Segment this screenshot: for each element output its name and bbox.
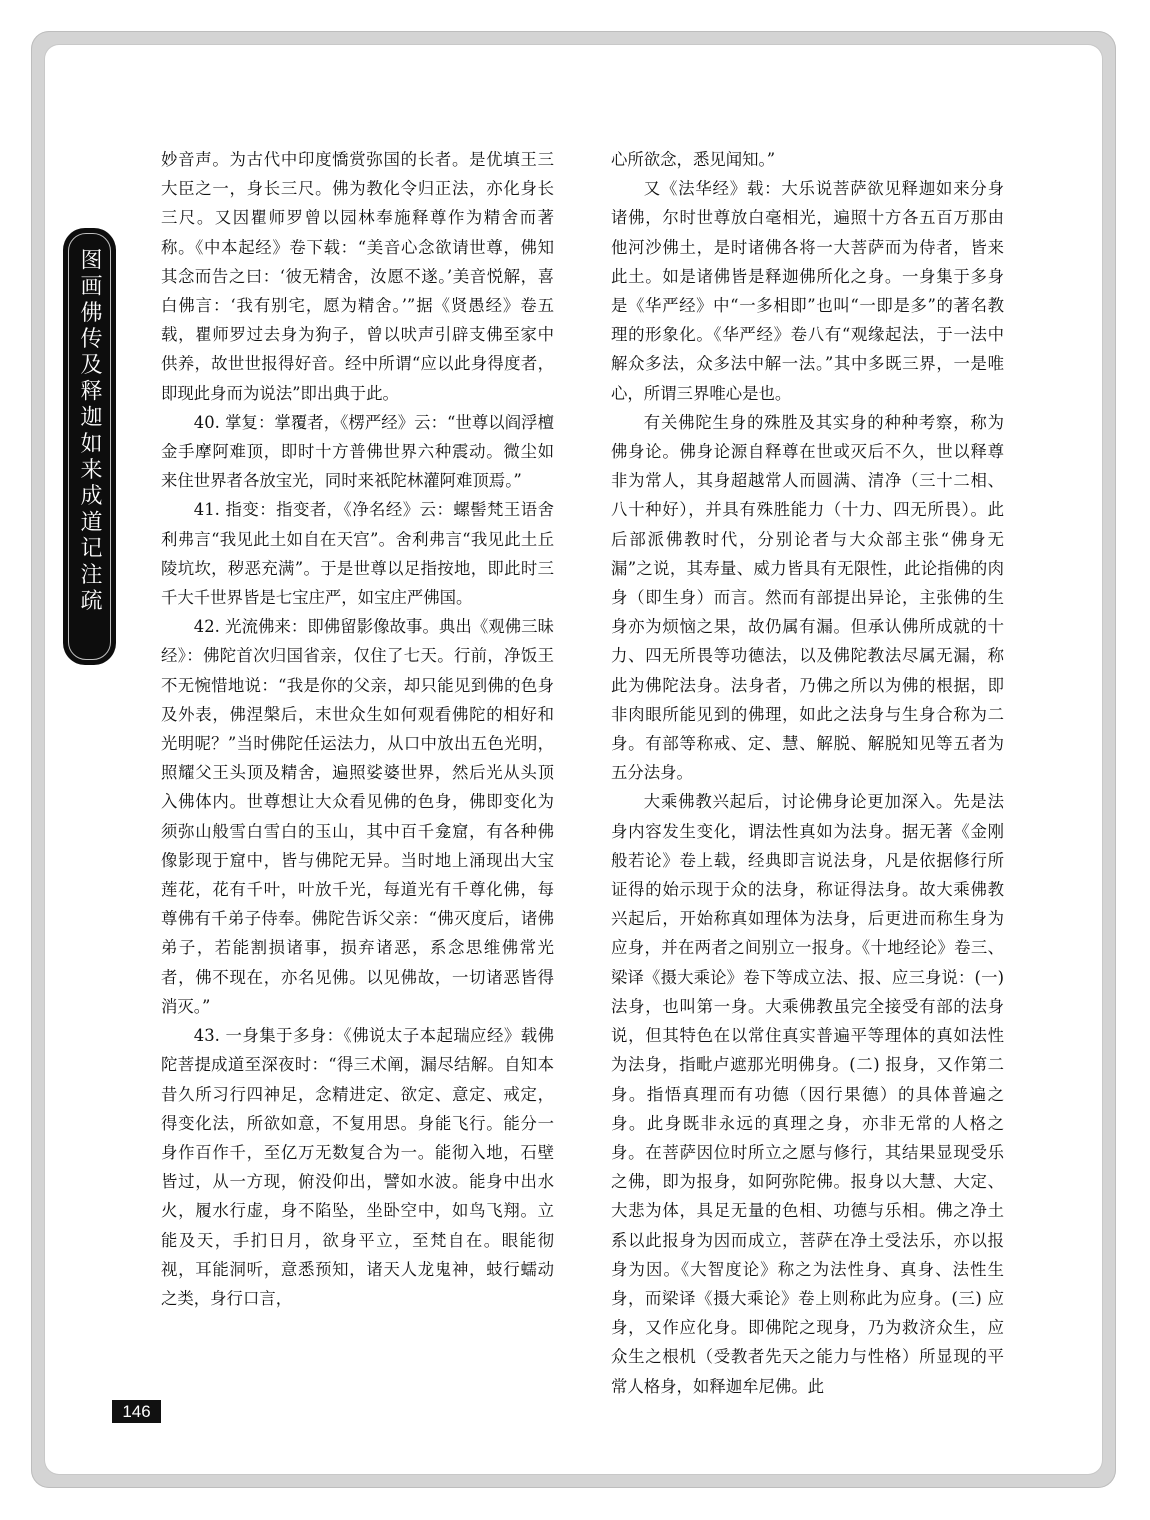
paragraph: 43. 一身集于多身：《佛说太子本起瑞应经》载佛陀菩提成道至深夜时：“得三术阐，漏尽结解。自知本昔久所习行四神足，念精进定、欲定、意定、戒定，得变化法，所欲如意，不复用思。身能飞行。能分一身作百作千，至亿万无数复合为一。能彻入地，石壁皆过，从一方现，俯没仰出，譬如水波。能身中出水火，履水行虚，身不陷坠，坐卧空中，如鸟飞翔。立能及天，手扪日月，欲身平立，至梵自在。眼能彻视，耳能洞听，意悉预知，诸天人龙鬼神，蚑行蠕动之类，身行口言， (161, 1026, 554, 1308)
paragraph: 41. 指变：指变者，《净名经》云：螺髻梵王语舍利弗言“我见此土如自在天宫”。舍利弗言“我见此土丘陵坑坎，秽恶充满”。于是世尊以足指按地，即此时三千大千世界皆是七宝庄严，如宝庄严佛国。 (161, 500, 554, 608)
paragraph: 大乘佛教兴起后，讨论佛身论更加深入。先是法身内容发生变化，谓法性真如为法身。据无著《金刚般若论》卷上载，经典即言说法身，凡是依据修行所证得的始示现于众的法身，称证得法身。故大乘佛教兴起后，开始称真如理体为法身，后更进而称生身为应身，并在两者之间别立一报身。《十地经论》卷三、梁译《摄大乘论》卷下等成立法、报、应三身说：(一) 法身，也叫第一身。大乘佛教虽完全接受有部的法身说，但其特色在以常住真实普遍平等理体的真如法性为法身，指毗卢遮那光明佛身。(二) 报身，又作第二身。指悟真理而有功德（因行果德）的具体普遍之身。此身既非永远的真理之身，亦非无常的人格之身。在菩萨因位时所立之愿与修行，其结果显现受乐之佛，即为报身，如阿弥陀佛。报身以大慧、大定、大悲为体，具足无量的色相、功德与乐相。佛之净土系以此报身为因而成立，菩萨在净土受法乐，亦以报身为因。《大智度论》称之为法性身、真身、法性生身，而梁译《摄大乘论》卷上则称此为应身。(三) 应身，又作应化身。即佛陀之现身，乃为救济众生，应众生之根机（受教者先天之能力与性格）所显现的平常人格身，如释迦牟尼佛。此 (611, 792, 1004, 1396)
paragraph: 妙音声。为古代中印度憍赏弥国的长者。是优填王三大臣之一，身长三尺。佛为教化令归正法，亦化身长三尺。又因瞿师罗曾以园林奉施释尊作为精舍而著称。《中本起经》卷下载：“美音心念欲请世尊，佛知其念而告之曰：‘彼无精舍，汝愿不遂。’美音悦解，喜白佛言：‘我有别宅，愿为精舍。’”据《贤愚经》卷五载，瞿师罗过去身为狗子，曾以吠声引辟支佛至家中供养，故世世报得好音。经中所谓“应以此身得度者，即现此身而为说法”即出典于此。 (161, 150, 554, 403)
right-text-column (611, 145, 1004, 1401)
side-title-tab (63, 228, 116, 665)
paragraph: 有关佛陀生身的殊胜及其实身的种种考察，称为佛身论。佛身论源自释尊在世或灭后不久，世以释尊非为常人，其身超越常人而圆满、清净（三十二相、八十种好），并具有殊胜能力（十力、四无所畏）。此后部派佛教时代，分别论者与大众部主张“佛身无漏”之说，其寿量、威力皆具有无限性，此论指佛的肉身（即生身）而言。然而有部提出异论，主张佛的生身亦为烦恼之果，故仍属有漏。但承认佛所成就的十力、四无所畏等功德法，以及佛陀教法尽属无漏，称此为佛陀法身。法身者，乃佛之所以为佛的根据，即非肉眼所能见到的佛理，如此之法身与生身合称为二身。有部等称戒、定、慧、解脱、解脱知见等五者为五分法身。 (611, 412, 1004, 783)
book-title: 图画佛传及释迦如来成道记注疏 (77, 248, 102, 615)
page-number: 146 (112, 1400, 161, 1423)
left-text-column (161, 145, 554, 1313)
paragraph: 又《法华经》载：大乐说菩萨欲见释迦如来分身诸佛，尔时世尊放白毫相光，遍照十方各五百万那由他河沙佛土，是时诸佛各将一大菩萨而为侍者，皆来此土。如是诸佛皆是释迦佛所化之身。一身集于多身是《华严经》中“一多相即”也叫“一即是多”的著名教理的形象化。《华严经》卷八有“观缘起法，于一法中解众多法，众多法中解一法。”其中多既三界，一是唯心，所谓三界唯心是也。 (611, 179, 1004, 403)
paragraph: 42. 光流佛来：即佛留影像故事。典出《观佛三昧经》：佛陀首次归国省亲，仅住了七天。行前，净饭王不无惋惜地说：“我是你的父亲，却只能见到佛的色身及外表，佛涅槃后，末世众生如何观看佛陀的相好和光明呢？”当时佛陀任运法力，从口中放出五色光明，照耀父王头顶及精舍，遍照娑婆世界，然后光从头顶入佛体内。世尊想让大众看见佛的色身，佛即变化为须弥山般雪白雪白的玉山，其中百千龛窟，有各种佛像影现于窟中，皆与佛陀无异。当时地上涌现出大宝莲花，花有千叶，叶放千光，每道光有千尊化佛，每尊佛有千弟子侍奉。佛陀告诉父亲：“佛灭度后，诸佛弟子，若能割损诸事，损弃诸恶，系念思维佛常光者，佛不现在，亦名见佛。以见佛故，一切诸恶皆得消灭。” (161, 617, 554, 1016)
paragraph: 40. 掌复：掌覆者，《楞严经》云：“世尊以阎浮檀金手摩阿难顶，即时十方普佛世界六种震动。微尘如来住世界者各放宝光，同时来祇陀林灌阿难顶焉。” (161, 412, 554, 491)
paragraph: 心所欲念，悉见闻知。” (611, 150, 776, 169)
